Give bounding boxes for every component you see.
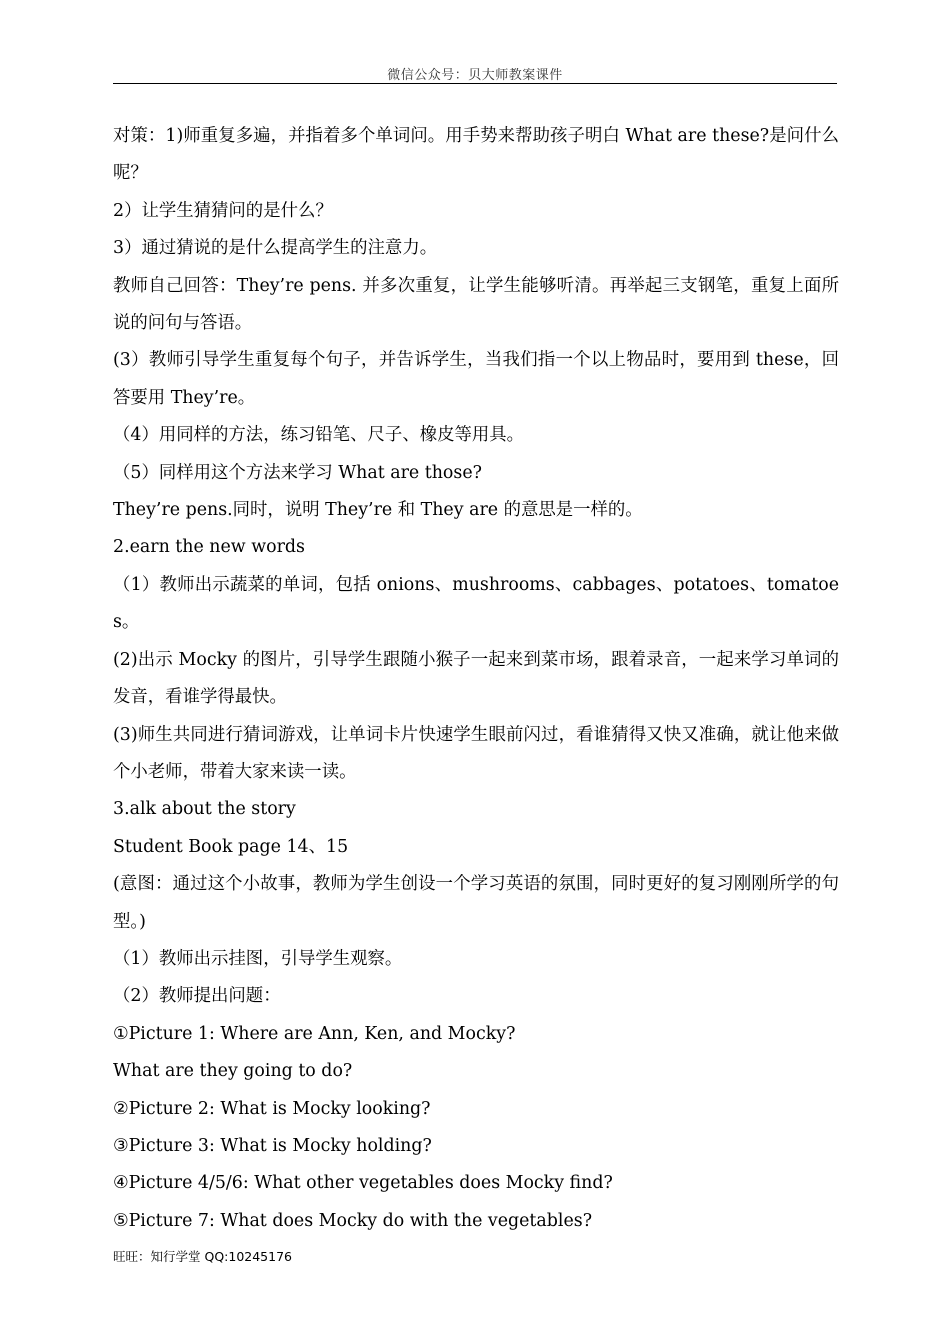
header-divider (113, 83, 837, 84)
paragraph-practice-stationery: （4）用同样的方法，练习铅笔、尺子、橡皮等用具。 (113, 425, 525, 446)
paragraph-vegetable-words: （1）教师出示蔬菜的单词，包括 onions、mushrooms、cabbages、potatoes、tomatoes。 (113, 574, 839, 633)
paragraph-intent: (意图：通过这个小故事，教师为学生创设一个学习英语的氛围，同时更好的复习刚刚所学的句型。) (113, 874, 839, 932)
paragraph-student-book: Student Book page 14、15 (113, 836, 349, 857)
paragraph-teacher-answer: 教师自己回答：They’re pens. 并多次重复，让学生能够听清。再举起三支钢笔，重复上面所说的问句与答语。 (113, 275, 839, 334)
paragraph-wall-chart: （1）教师出示挂图，引导学生观察。 (113, 948, 403, 969)
section-heading-new-words: 2.earn the new words (113, 537, 305, 558)
question-picture-4-5-6: ④Picture 4/5/6: What other vegetables does Mocky find? (113, 1173, 613, 1194)
document-body (113, 118, 839, 1240)
question-picture-3: ③Picture 3: What is Mocky holding? (113, 1135, 432, 1156)
paragraph-step-3: 3）通过猜说的是什么提高学生的注意力。 (113, 238, 438, 259)
paragraph-what-are-those: （5）同样用这个方法来学习 What are those? (113, 462, 482, 483)
question-picture-1-followup: What are they going to do? (113, 1061, 353, 1082)
page-footer: 旺旺：知行学堂 QQ:10245176 (113, 1249, 292, 1264)
paragraph-step-2: 2）让学生猜猜问的是什么？ (113, 200, 333, 221)
paragraph-theyre-explain: They’re pens.同时，说明 They’re 和 They are 的意思是一样的。 (113, 500, 643, 521)
question-picture-2: ②Picture 2: What is Mocky looking? (113, 1098, 431, 1119)
question-picture-7: ⑤Picture 7: What does Mocky do with the vegetables? (113, 1210, 593, 1231)
paragraph-mocky-picture: (2)出示 Mocky 的图片，引导学生跟随小猴子一起来到菜市场，跟着录音，一起来学习单词的发音，看谁学得最快。 (113, 649, 839, 708)
section-heading-story: 3.alk about the story (113, 799, 296, 820)
paragraph-guess-game: (3)师生共同进行猜词游戏，让单词卡片快速学生眼前闪过，看谁猜得又快又准确，就让他来做个小老师，带着大家来读一读。 (113, 724, 839, 782)
paragraph-countermeasure: 对策：1)师重复多遍，并指着多个单词问。用手势来帮助孩子明白 What are these?是问什么呢？ (113, 126, 839, 184)
question-picture-1: ①Picture 1: Where are Ann, Ken, and Mocky? (113, 1023, 516, 1044)
page-header: 微信公众号：贝大师教案课件 (387, 68, 563, 83)
paragraph-questions-intro: （2）教师提出问题： (113, 986, 281, 1007)
paragraph-guide-repeat: (3）教师引导学生重复每个句子，并告诉学生，当我们指一个以上物品时，要用到 these，回答要用 They’re。 (113, 350, 839, 408)
